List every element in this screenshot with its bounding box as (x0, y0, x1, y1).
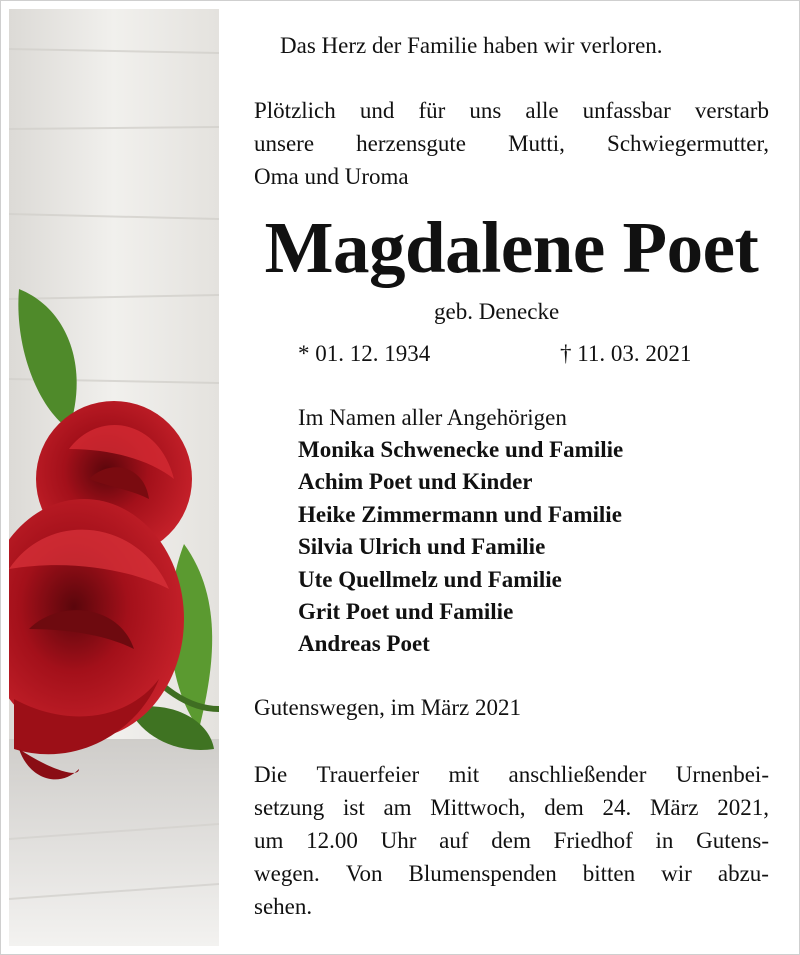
intro-line-3: Oma und Uroma (254, 164, 409, 189)
mourner-name: Grit Poet und Familie (298, 599, 514, 624)
funeral-line-5: sehen. (254, 894, 313, 919)
deceased-name: Magdalene Poet (264, 207, 759, 288)
death-date: † 11. 03. 2021 (560, 341, 692, 366)
text-column (254, 0, 769, 955)
mourner-name: Andreas Poet (298, 631, 430, 656)
birth-date: * 01. 12. 1934 (298, 341, 431, 366)
mourner-name: Silvia Ulrich und Familie (298, 534, 546, 559)
funeral-line-4: wegen. Von Blumenspenden bitten wir abzu- (254, 861, 769, 886)
mourner-name: Achim Poet und Kinder (298, 469, 533, 494)
funeral-line-1: Die Trauerfeier mit anschließender Urnenbei- (254, 762, 769, 787)
mourner-name: Monika Schwenecke und Familie (298, 437, 624, 462)
mourner-name: Ute Quellmelz und Familie (298, 567, 562, 592)
place-date: Gutenswegen, im März 2021 (254, 695, 521, 720)
rose-photo (9, 9, 219, 946)
mourner-name: Heike Zimmermann und Familie (298, 502, 622, 527)
intro-line-1: Plötzlich und für uns alle unfassbar verstarb (254, 98, 769, 123)
red-roses-image (9, 9, 219, 946)
funeral-line-3: um 12.00 Uhr auf dem Friedhof in Gutens- (254, 828, 769, 853)
mourners-intro: Im Namen aller Angehörigen (298, 405, 567, 430)
maiden-name: geb. Denecke (434, 299, 560, 324)
intro-line-2: unsere herzensgute Mutti, Schwiegermutter, (254, 131, 769, 156)
header-line: Das Herz der Familie haben wir verloren. (280, 33, 663, 58)
funeral-line-2: setzung ist am Mittwoch, dem 24. März 2021, (254, 795, 769, 820)
